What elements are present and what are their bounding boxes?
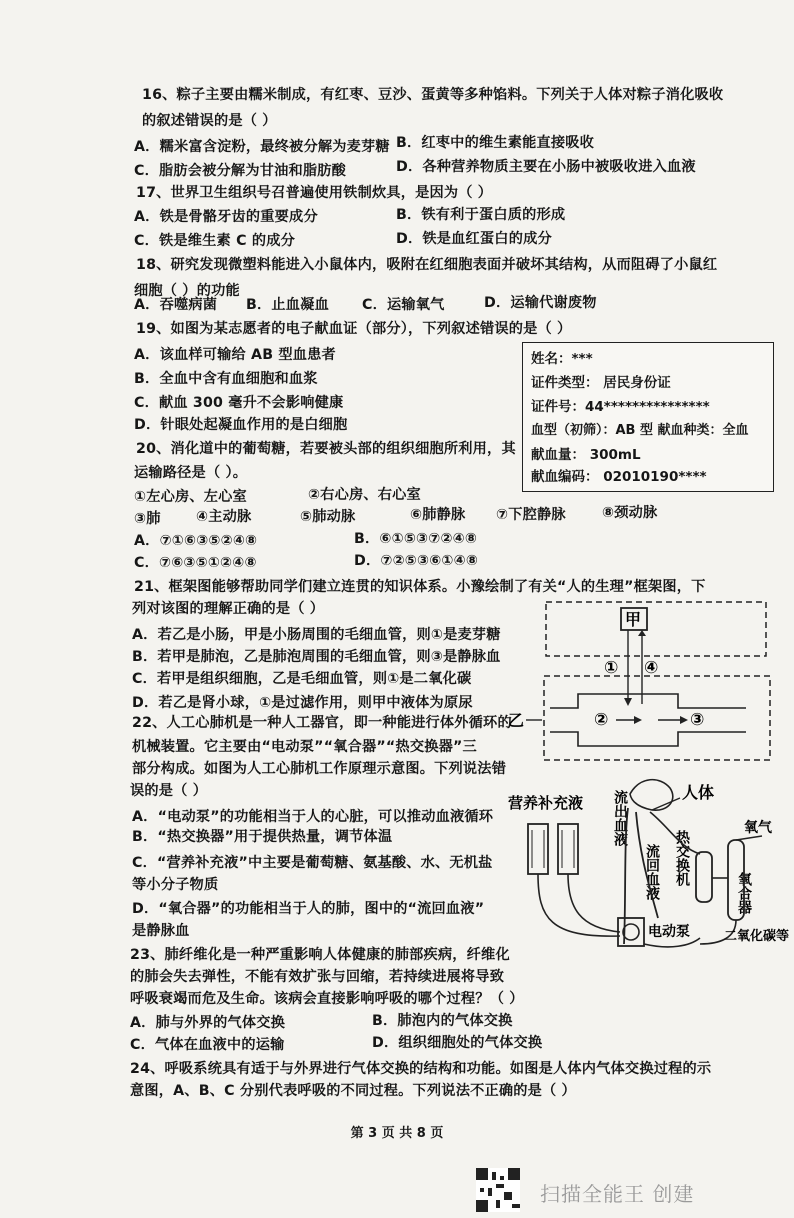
blood-donation-card — [522, 342, 774, 492]
q18-stem-line2: 细胞（ ）的功能 — [134, 283, 240, 299]
q21-option-b: B．若甲是肺泡，乙是肺泡周围的毛细血管，则③是静脉血 — [132, 649, 501, 665]
q20-item-7: ⑦下腔静脉 — [496, 507, 566, 523]
q17-option-c: C．铁是维生素 C 的成分 — [134, 233, 295, 249]
q17-stem: 17、世界卫生组织号召普遍使用铁制炊具，是因为（ ） — [136, 185, 493, 201]
q18-option-d: D．运输代谢废物 — [484, 295, 597, 311]
oxygen-label: 氧气 — [744, 820, 772, 836]
q23-stem-line2: 的肺会失去弹性，不能有效扩张与回缩，若持续进展将导致 — [130, 969, 505, 985]
q18-option-c: C．运输氧气 — [362, 297, 445, 313]
yi-region-box — [544, 676, 770, 760]
q21-option-d: D．若乙是肾小球，①是过滤作用，则甲中液体为原尿 — [132, 695, 473, 711]
svg-text:流出血液: 流出血液 — [612, 790, 628, 846]
q22-stem-line1: 22、人工心肺机是一种人工器官，即一种能进行体外循环的 — [132, 715, 512, 731]
pump-label: 电动泵 — [648, 924, 690, 940]
q18-stem-line1: 18、研究发现微塑料能进入小鼠体内，吸附在红细胞表面并破坏其结构，从而阻碍了小鼠红 — [136, 257, 718, 273]
q22-option-a: A．“电动泵”的功能相当于人的心脏，可以推动血液循环 — [132, 809, 494, 825]
q19-stem: 19、如图为某志愿者的电子献血证（部分），下列叙述错误的是（ ） — [136, 321, 572, 337]
card-id-number: 证件号：44*************** — [531, 399, 710, 415]
q21-stem-line2: 列对该图的理解正确的是（ ） — [132, 601, 325, 617]
q18-option-a: A．吞噬病菌 — [134, 297, 218, 313]
heat-exchanger-icon — [696, 852, 712, 902]
svg-text:流回血液: 流回血液 — [644, 844, 660, 900]
card-blood-type: 血型（初筛）：AB 型 献血种类：全血 — [531, 423, 749, 438]
q21-option-c: C．若甲是组织细胞，乙是毛细血管，则①是二氧化碳 — [132, 671, 472, 687]
q20-item-5: ⑤肺动脉 — [300, 509, 356, 525]
nutrient-label: 营养补充液 — [508, 794, 584, 812]
heart-lung-machine-diagram — [500, 768, 794, 968]
q16-stem-line1: 16、粽子主要由糯米制成，有红枣、豆沙、蛋黄等多种馅料。下列关于人体对粽子消化吸收 — [142, 87, 724, 103]
q16-option-b: B．红枣中的维生素能直接吸收 — [396, 135, 595, 151]
q22-option-c-line2: 等小分子物质 — [132, 877, 219, 893]
svg-text:热交换机: 热交换机 — [674, 830, 690, 886]
body-label: 人体 — [682, 783, 715, 802]
jia-label: 甲 — [625, 610, 642, 629]
q22-option-b: B．“热交换器”用于提供热量，调节体温 — [132, 829, 393, 845]
q22-stem-line4: 误的是（ ） — [130, 783, 208, 799]
nutrient-bag-right — [558, 824, 578, 874]
label-3: ③ — [690, 710, 705, 730]
qr-code-icon — [476, 1168, 520, 1212]
q20-stem-line2: 运输路径是（ ）。 — [134, 465, 248, 481]
q20-item-4: ④主动脉 — [196, 509, 252, 525]
card-name: 姓名：*** — [531, 351, 593, 367]
q21-stem-line1: 21、框架图能够帮助同学们建立连贯的知识体系。小豫绘制了有关“人的生理”框架图，下 — [134, 579, 706, 595]
q23-option-c: C．气体在血液中的运输 — [130, 1037, 285, 1053]
q22-option-d-line1: D．“氧合器”的功能相当于人的肺，图中的“流回血液” — [132, 901, 485, 917]
card-volume: 献血量： 300mL — [531, 447, 641, 463]
q17-option-b: B．铁有利于蛋白质的形成 — [396, 207, 566, 223]
q18-option-b: B．止血凝血 — [246, 297, 329, 313]
label-4: ④ — [644, 658, 659, 678]
q23-stem-line1: 23、肺纤维化是一种严重影响人体健康的肺部疾病，纤维化 — [130, 947, 510, 963]
q20-item-6: ⑥肺静脉 — [410, 507, 466, 523]
q21-framework-diagram — [500, 596, 790, 766]
q23-stem-line3: 呼吸衰竭而危及生命。该病会直接影响呼吸的哪个过程？（ ） — [130, 991, 524, 1007]
q16-option-d: D．各种营养物质主要在小肠中被吸收进入血液 — [396, 159, 696, 175]
q23-option-a: A．肺与外界的气体交换 — [130, 1015, 286, 1031]
q16-option-a: A．糯米富含淀粉，最终被分解为麦芽糖 — [134, 139, 390, 155]
q22-stem-line2: 机械装置。它主要由“电动泵”“氧合器”“热交换器”三 — [132, 739, 477, 755]
q19-option-a: A．该血样可输给 AB 型血患者 — [134, 347, 336, 363]
q17-option-d: D．铁是血红蛋白的成分 — [396, 231, 552, 247]
q20-item-1: ①左心房、左心室 — [134, 489, 247, 505]
q22-option-d-line2: 是静脉血 — [132, 923, 190, 939]
q19-option-c: C．献血 300 毫升不会影响健康 — [134, 395, 344, 411]
q20-item-8: ⑧颈动脉 — [602, 505, 658, 521]
page-footer: 第 3 页 共 8 页 — [350, 1126, 444, 1141]
q17-option-a: A．铁是骨骼牙齿的重要成分 — [134, 209, 318, 225]
q20-option-c: C．⑦⑥③⑤①②④⑧ — [134, 555, 257, 571]
q22-stem-line3: 部分构成。如图为人工心肺机工作原理示意图。下列说法错 — [132, 761, 507, 777]
card-id-type: 证件类型： 居民身份证 — [531, 375, 671, 391]
card-code: 献血编码： 02010190**** — [531, 469, 707, 485]
q16-option-c: C．脂肪会被分解为甘油和脂肪酸 — [134, 163, 347, 179]
q21-option-a: A．若乙是小肠，甲是小肠周围的毛细血管，则①是麦芽糖 — [132, 627, 501, 643]
q20-item-3: ③肺 — [134, 511, 161, 527]
svg-text:氧合器: 氧合器 — [736, 872, 752, 914]
q20-option-a: A．⑦①⑥③⑤②④⑧ — [134, 533, 258, 549]
q20-option-b: B．⑥①⑤③⑦②④⑧ — [354, 531, 478, 547]
q19-option-d: D．针眼处起凝血作用的是白细胞 — [134, 417, 348, 433]
q20-stem-line1: 20、消化道中的葡萄糖，若要被头部的组织细胞所利用，其 — [136, 441, 516, 457]
q19-option-b: B．全血中含有血细胞和血浆 — [134, 371, 318, 387]
q22-option-c-line1: C．“营养补充液”中主要是葡萄糖、氨基酸、水、无机盐 — [132, 855, 493, 871]
q20-option-d: D．⑦②⑤③⑥①④⑧ — [354, 553, 479, 569]
nutrient-bag-left — [528, 824, 548, 874]
q23-option-b: B．肺泡内的气体交换 — [372, 1013, 513, 1029]
co2-label: 二氧化碳等 — [724, 929, 790, 944]
q23-option-d: D．组织细胞处的气体交换 — [372, 1035, 543, 1051]
q16-stem-line2: 的叙述错误的是（ ） — [142, 113, 277, 129]
pump-icon — [618, 918, 644, 946]
jia-region-box — [546, 602, 766, 656]
q20-item-2: ②右心房、右心室 — [308, 487, 421, 503]
q24-stem-line2: 意图，A、B、C 分别代表呼吸的不同过程。下列说法不正确的是（ ） — [130, 1083, 576, 1099]
scanner-watermark: 扫描全能王 创建 — [540, 1182, 695, 1206]
label-1: ① — [604, 658, 619, 678]
label-2: ② — [594, 710, 609, 730]
yi-label: 乙 — [508, 711, 525, 730]
q24-stem-line1: 24、呼吸系统具有适于与外界进行气体交换的结构和功能。如图是人体内气体交换过程的示 — [130, 1061, 712, 1077]
patient-head-icon — [630, 780, 673, 811]
